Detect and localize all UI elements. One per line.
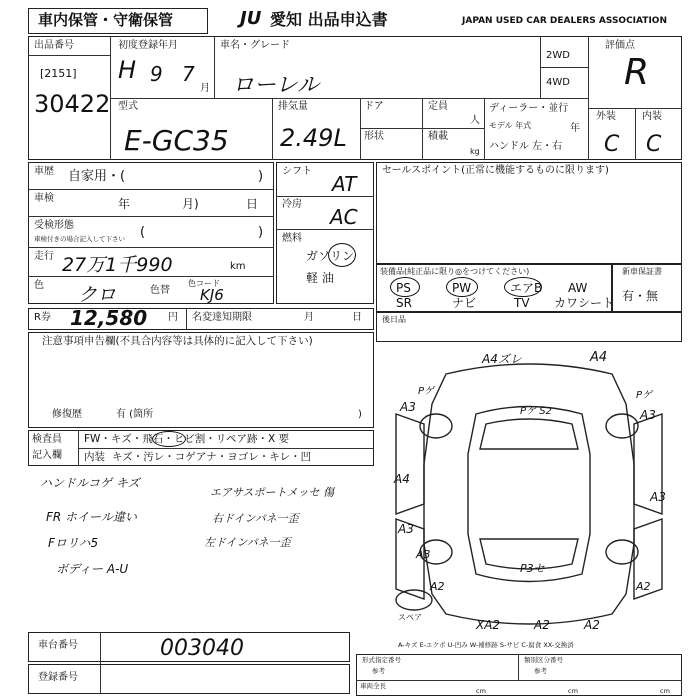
- shift-value: AT: [332, 172, 357, 196]
- transfer-label: 名変達知期限: [192, 312, 252, 323]
- fuel-gas: ガソリン: [306, 249, 355, 263]
- transfer-month: 月: [304, 312, 314, 323]
- received-close: ): [258, 225, 264, 240]
- notes-title: 注意事項申告欄(不具合内容等は具体的に記入して下さい): [42, 335, 313, 347]
- equip-seat: カワシート: [554, 296, 615, 310]
- grade-label: 評価点: [605, 40, 635, 51]
- model-year-label: モデル 年式: [489, 121, 532, 130]
- remark-6: 右ドインパネ一歪: [212, 512, 299, 525]
- equip-ps: PS: [396, 281, 411, 295]
- remark-1: ハンドルコゲ キズ: [40, 476, 140, 490]
- inspector-row-2-label: 内装: [84, 451, 105, 463]
- mark-a3-left: A3: [400, 400, 416, 414]
- ju-logo: JU: [240, 8, 262, 29]
- color-value: クロ: [78, 284, 117, 306]
- ticket-value: 12,580: [70, 306, 148, 330]
- first-reg-month: 7: [182, 62, 195, 86]
- type-ref: 参考: [534, 667, 547, 675]
- airbag-circle: [504, 277, 542, 297]
- inspection-label: 車検: [34, 193, 54, 204]
- warranty-label: 新車保証書: [622, 267, 662, 276]
- mark-a4-left: A4: [394, 472, 410, 486]
- equip-tv: TV: [514, 296, 530, 310]
- received-open: (: [140, 225, 146, 240]
- color-change-label: 色替: [150, 285, 170, 296]
- mark-a2-bottom-right: A2: [584, 618, 600, 632]
- mark-a2-bottom: A2: [534, 618, 550, 632]
- length-cm: cm: [476, 687, 486, 695]
- received-note: 車検付きの場合記入して下さい: [34, 235, 125, 243]
- remark-2: FR ホイール違い: [46, 510, 137, 524]
- listing-sub-number: [2151]: [40, 67, 77, 80]
- color-label: 色: [34, 280, 44, 291]
- capacity-unit: 人: [470, 115, 480, 126]
- mark-a4-top: A4: [590, 350, 608, 365]
- form-label: 形式指定番号: [362, 656, 401, 664]
- history-label: 車歴: [34, 166, 54, 177]
- equip-sr: SR: [396, 296, 412, 310]
- load-label: 積載: [428, 131, 448, 142]
- mileage-value: 27万1千990: [62, 254, 173, 276]
- inspect-circle: [152, 431, 186, 447]
- ticket-label: R券: [34, 312, 51, 323]
- equipment-label: 装備品(純正品に限り◎をつけてください): [380, 267, 530, 276]
- month-unit: 月: [200, 83, 210, 94]
- drive-2wd: 2WD: [546, 50, 570, 61]
- capacity-label: 定員: [428, 101, 448, 112]
- shape-label: 形状: [364, 131, 384, 142]
- mileage-label: 走行: [34, 251, 54, 262]
- car-name-value: ローレル: [232, 73, 320, 98]
- pw-circle: [446, 277, 478, 297]
- fuel-circle: [328, 243, 356, 267]
- door-label: ドア: [364, 101, 384, 112]
- exterior-label: 外装: [596, 111, 616, 122]
- repair-value: 有 (箇所: [116, 409, 154, 420]
- mark-p3se: P3セ: [520, 562, 545, 575]
- repair-label: 修復歴: [52, 409, 82, 420]
- shift-label: シフト: [282, 166, 312, 177]
- mark-a3-bottom: A3: [416, 548, 431, 561]
- chassis-label: 車台番号: [38, 640, 78, 651]
- inspection-day: 日: [246, 197, 259, 211]
- interior-label: 内装: [642, 111, 662, 122]
- equip-navi: ナビ: [452, 296, 477, 310]
- car-name-label: 車名・グレード: [220, 40, 290, 51]
- remark-3: Fロリハ5: [48, 536, 99, 550]
- inspection-year: 年: [118, 197, 131, 211]
- storage-title: 車内保管・守衛保管: [38, 11, 174, 29]
- remark-5: エアサスポートメッセ 傷: [210, 486, 334, 499]
- fuel-diesel: 軽 油: [306, 271, 334, 285]
- ac-label: 冷房: [282, 199, 302, 210]
- model-label: 型式: [118, 101, 138, 112]
- type-label: 類別区分番号: [524, 656, 563, 664]
- mark-a2-rear-left: A2: [430, 580, 445, 593]
- diagram-legend: A-キズ E-エクボ U-凹み W-補修跡 S-サビ C-腐食 XX-交換済: [398, 641, 574, 649]
- color-no-label: 色コード: [188, 279, 220, 288]
- mark-pge-center: Pゲ S2: [520, 406, 552, 417]
- history-close: ): [258, 169, 264, 184]
- history-value: 自家用・(: [68, 169, 126, 184]
- equip-pw: PW: [452, 281, 472, 295]
- chassis-value: 003040: [160, 636, 244, 661]
- mark-a3-mid-left: A3: [398, 522, 414, 536]
- load-unit: kg: [470, 147, 480, 156]
- remark-7: 左ドインパネ一歪: [204, 536, 291, 549]
- listing-number: 30422: [34, 90, 111, 118]
- sales-point-label: セールスポイント(正常に機能するものに限ります): [382, 165, 609, 176]
- rear-block: [376, 312, 682, 342]
- inspector-row-2: キズ・汚レ・コゲアナ・ヨゴレ・キレ・凹: [112, 451, 312, 463]
- length-label: 車両全長: [360, 682, 386, 690]
- mark-pge-left: Pゲ: [418, 386, 435, 397]
- first-reg-label: 初度登録年月: [118, 40, 178, 51]
- sales-point-block: [376, 162, 682, 264]
- width-cm: cm: [568, 687, 578, 695]
- mark-pge-right: Pゲ: [636, 390, 653, 401]
- ac-value: AC: [330, 205, 358, 229]
- history-block: [28, 162, 274, 304]
- first-reg-era: H: [118, 56, 137, 84]
- rear-label: 後日品: [382, 315, 406, 324]
- warranty-value: 有・無: [622, 289, 659, 303]
- year-unit: 年: [570, 123, 580, 134]
- displacement-label: 排気量: [278, 101, 308, 112]
- mark-a3-mid-right: A3: [650, 490, 666, 504]
- transfer-day: 日: [352, 312, 362, 323]
- mark-a4-zure: A4ズレ: [482, 352, 522, 366]
- registration-label: 登録番号: [38, 672, 78, 683]
- org-title: 愛知 出品申込書: [270, 10, 388, 29]
- inspector-label-1: 検査員: [32, 434, 62, 445]
- grade-value: R: [624, 52, 650, 93]
- spare-label: スペア: [398, 613, 422, 622]
- repair-close: ): [358, 409, 362, 420]
- ticket-unit: 円: [168, 312, 178, 323]
- first-reg-year: 9: [150, 62, 163, 86]
- handle-label: ハンドル 左・右: [489, 141, 563, 152]
- mark-a3-right: A3: [640, 408, 656, 422]
- mark-xa2: XA2: [476, 618, 501, 632]
- exterior-value: C: [604, 132, 620, 157]
- model-value: E-GC35: [124, 124, 229, 157]
- dealer-label: ディーラー・並行: [489, 103, 569, 114]
- equip-aw: AW: [568, 281, 588, 295]
- listing-number-label: 出品番号: [34, 40, 74, 51]
- drive-4wd: 4WD: [546, 77, 570, 88]
- form-ref: 参考: [372, 667, 385, 675]
- interior-value: C: [646, 132, 662, 157]
- height-cm: cm: [660, 687, 670, 695]
- inspector-row-1: FW・キズ・飛石・ヒビ割・リペア跡・X 要: [84, 433, 290, 445]
- remark-4: ボディー A-U: [56, 562, 129, 576]
- inspection-month: 月): [182, 197, 199, 211]
- ps-circle: [390, 277, 420, 297]
- form-spec-block: [356, 654, 682, 696]
- org-subtitle: JAPAN USED CAR DEALERS ASSOCIATION: [462, 16, 667, 26]
- mark-a2-rear-right: A2: [636, 580, 651, 593]
- inspector-label-2: 記入欄: [32, 450, 62, 461]
- received-label: 受検形態: [34, 220, 74, 231]
- displacement-value: 2.49L: [280, 124, 347, 152]
- mileage-unit: km: [230, 261, 246, 272]
- fuel-label: 燃料: [282, 233, 302, 244]
- color-no-value: KJ6: [200, 286, 224, 304]
- equip-airbag: エアB: [510, 281, 543, 295]
